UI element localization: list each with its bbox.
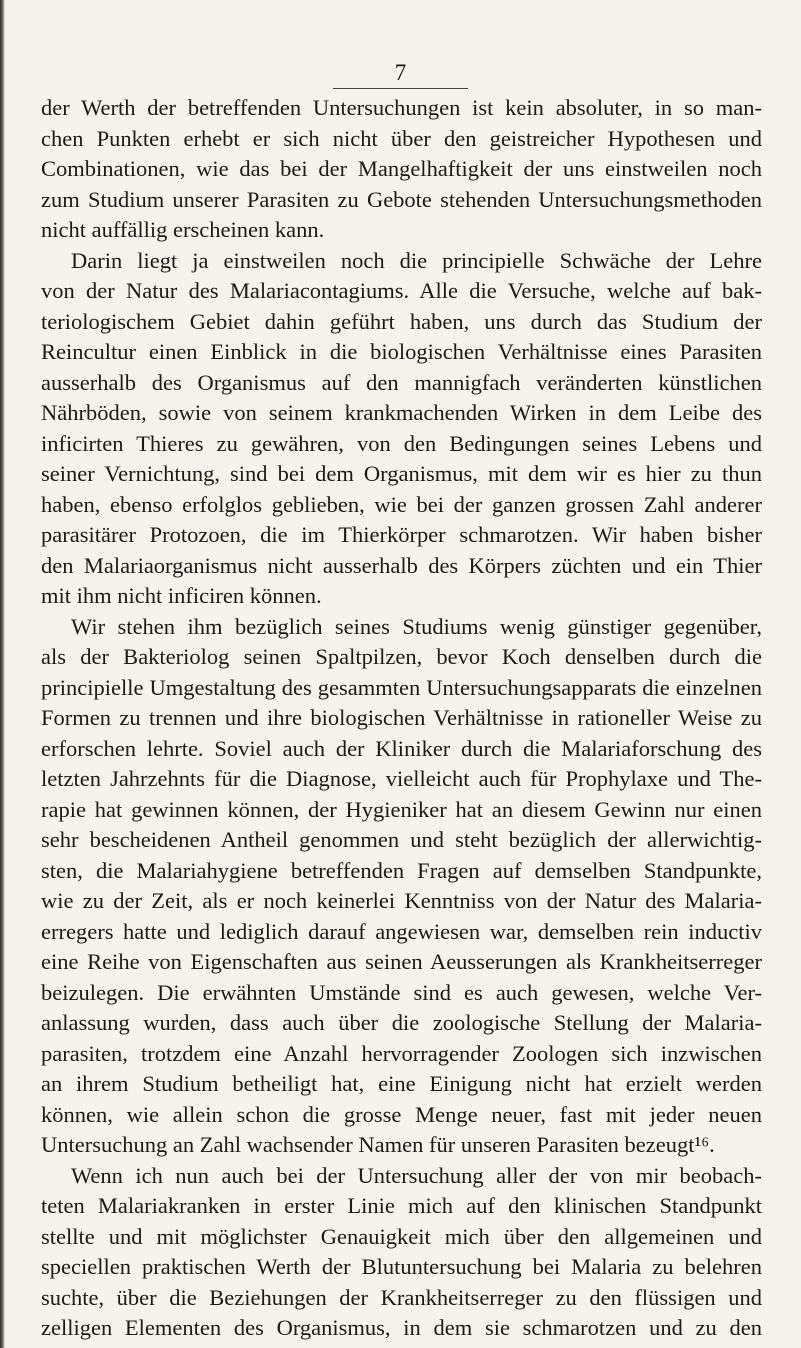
page-binding-edge: [0, 0, 5, 1348]
text-line: rapie hat gewinnen können, der Hygieniker hat an diesem Gewinn nur einen: [41, 796, 762, 822]
text-line: Darin liegt ja einstweilen noch die principielle Schwäche der Lehre: [71, 247, 762, 273]
text-line: eine Reihe von Eigenschaften aus seinen Aeusserungen als Krankheitserreger: [41, 949, 762, 974]
text-line: Nährböden, sowie von seinem krankmachenden Wirken in dem Leibe des: [41, 400, 762, 425]
text-line: speciellen praktischen Werth der Blutuntersuchung bei Malaria zu belehren: [41, 1254, 762, 1279]
text-line: erforschen lehrte. Soviel auch der Kliniker durch die Malariaforschung des: [41, 735, 762, 761]
page-number-rule: [333, 88, 468, 89]
text-line: principielle Umgestaltung des gesammten Untersuchungsapparats die einzelnen: [41, 674, 762, 700]
text-line: beizulegen. Die erwähnten Umstände sind es auch gewesen, welche Ver-: [41, 979, 762, 1005]
text-line: seiner Vernichtung, sind bei dem Organismus, mit dem wir es hier zu thun: [41, 461, 762, 486]
text-line: teten Malariakranken in erster Linie mich auf den klinischen Standpunkt: [41, 1193, 762, 1218]
text-line: Wir stehen ihm bezüglich seines Studiums wenig günstiger gegenüber,: [71, 613, 762, 639]
text-line: der Werth der betreffenden Untersuchungen ist kein absoluter, in so man-: [41, 95, 762, 120]
text-line: wie zu der Zeit, als er noch keinerlei Kenntniss von der Natur des Malaria-: [41, 888, 762, 913]
text-line: Formen zu trennen und ihre biologischen Verhältnisse in rationeller Weise zu: [41, 705, 762, 730]
text-line: Combinationen, wie das bei der Mangelhaftigkeit der uns einstweilen noch: [41, 156, 762, 181]
page-number: 7: [394, 60, 407, 85]
text-line: teriologischem Gebiet dahin geführt haben, uns durch das Studium der: [41, 308, 762, 334]
text-line: sten, die Malariahygiene betreffenden Fragen auf demselben Standpunkte,: [41, 857, 762, 883]
text-line: an ihrem Studium betheiligt hat, eine Einigung nicht hat erzielt werden: [41, 1071, 762, 1096]
text-line: parasiten, trotzdem eine Anzahl hervorragender Zoologen sich inzwischen: [41, 1040, 762, 1066]
text-line: von der Natur des Malariacontagiums. Alle die Versuche, welche auf bak-: [41, 278, 762, 303]
text-line: Reincultur einen Einblick in die biologischen Verhältnisse eines Parasiten: [41, 339, 762, 364]
text-line: suchte, über die Beziehungen der Krankheitserreger zu den flüssigen und: [41, 1284, 762, 1310]
text-line: mit ihm nicht inficiren können.: [41, 583, 322, 608]
text-line: Wenn ich nun auch bei der Untersuchung aller der von mir beobach-: [71, 1162, 762, 1188]
text-line: als der Bakteriolog seinen Spaltpilzen, bevor Koch denselben durch die: [41, 644, 762, 669]
text-line: haben, ebenso erfolglos geblieben, wie bei der ganzen grossen Zahl anderer: [41, 491, 762, 517]
text-line: können, wie allein schon die grosse Menge neuer, fast mit jeder neuen: [41, 1101, 762, 1127]
text-line: chen Punkten erhebt er sich nicht über den geistreicher Hypothesen und: [41, 125, 762, 151]
text-line: anlassung wurden, dass auch über die zoologische Stellung der Malaria-: [41, 1010, 762, 1035]
text-line: parasitärer Protozoen, die im Thierkörper schmarotzen. Wir haben bisher: [41, 522, 762, 547]
text-line: zum Studium unserer Parasiten zu Gebote stehenden Untersuchungsmethoden: [41, 186, 762, 212]
text-line: zelligen Elementen des Organismus, in dem sie schmarotzen und zu den: [41, 1315, 762, 1340]
text-line: letzten Jahrzehnts für die Diagnose, vielleicht auch für Prophylaxe und The-: [41, 766, 762, 791]
text-line: Untersuchung an Zahl wachsender Namen für unseren Parasiten bezeugt¹⁶.: [41, 1132, 715, 1157]
text-line: stellte und mit möglichster Genauigkeit mich über den allgemeinen und: [41, 1223, 762, 1249]
text-line: den Malariaorganismus nicht ausserhalb des Körpers züchten und ein Thier: [41, 552, 762, 578]
text-line: inficirten Thieres zu gewähren, von den Bedingungen seines Lebens und: [41, 430, 762, 456]
text-line: erregers hatte und lediglich darauf angewiesen war, demselben rein inductiv: [41, 918, 762, 944]
text-line: sehr bescheidenen Antheil genommen und steht bezüglich der allerwichtig-: [41, 827, 762, 852]
text-line: nicht auffällig erscheinen kann.: [41, 217, 325, 242]
text-line: ausserhalb des Organismus auf den mannigfach veränderten künstlichen: [41, 369, 762, 395]
